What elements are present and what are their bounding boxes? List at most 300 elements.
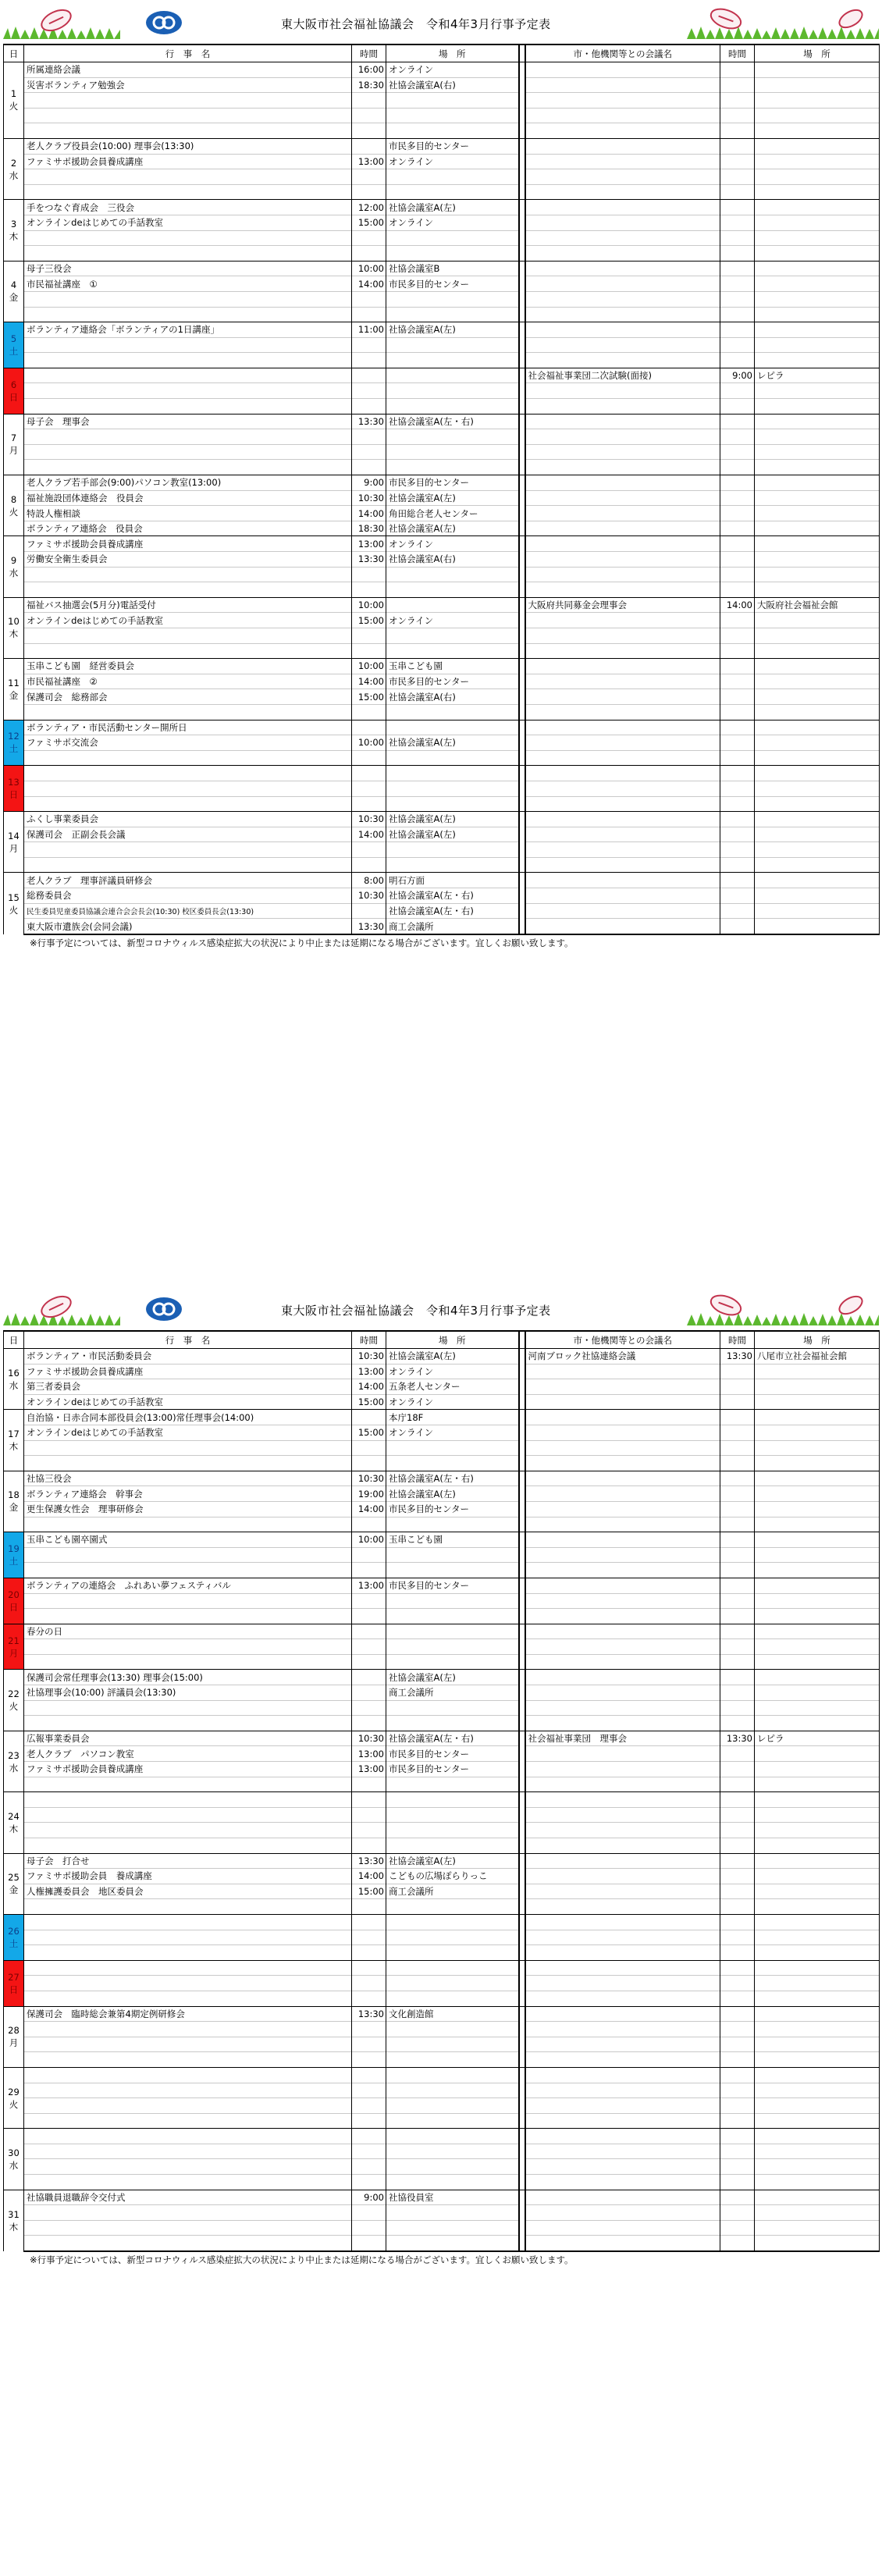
external-event-name — [525, 873, 720, 888]
column-gap — [519, 628, 525, 643]
event-place — [386, 1716, 519, 1731]
column-gap — [519, 781, 525, 796]
external-event-name — [525, 2205, 720, 2221]
weekday-label: 木 — [9, 231, 19, 243]
external-event-name: 大阪府共同募金会理事会 — [525, 597, 720, 613]
event-place: 社協会議室A(左・右) — [386, 414, 519, 429]
external-event-name — [525, 720, 720, 735]
external-event-place — [755, 1578, 880, 1593]
event-name — [24, 1716, 352, 1731]
table-row — [4, 597, 880, 613]
day-number: 25 — [8, 1872, 20, 1884]
table-row — [4, 1716, 880, 1731]
table-row — [4, 460, 880, 475]
table-row — [4, 1639, 880, 1655]
day-number: 3 — [10, 219, 17, 230]
event-place — [386, 169, 519, 185]
weekday-label: 月 — [9, 445, 19, 457]
event-time — [352, 1914, 386, 1930]
day-number: 31 — [8, 2208, 20, 2220]
external-event-name — [525, 1501, 720, 1517]
weekday-label: 金 — [9, 292, 19, 304]
column-header-ext-place: 場 所 — [755, 44, 880, 62]
external-event-time: 9:00 — [720, 368, 755, 383]
external-event-time — [720, 475, 755, 491]
event-time — [352, 1792, 386, 1808]
event-time: 13:30 — [352, 2006, 386, 2022]
external-event-time — [720, 2083, 755, 2098]
day-number: 16 — [8, 1367, 20, 1379]
column-gap — [519, 108, 525, 123]
event-time: 10:30 — [352, 812, 386, 827]
external-event-time — [720, 582, 755, 598]
table-row — [4, 827, 880, 842]
table-row — [4, 1807, 880, 1823]
rugby-ball-icon — [3, 1291, 120, 1325]
day-cell — [4, 475, 24, 536]
event-place: 社協会議室A(左・右) — [386, 903, 519, 919]
column-gap — [519, 919, 525, 934]
event-place — [386, 750, 519, 766]
external-event-name — [525, 1532, 720, 1548]
external-event-time — [720, 812, 755, 827]
day-number: 18 — [8, 1489, 20, 1501]
external-event-time — [720, 62, 755, 78]
external-event-place — [755, 169, 880, 185]
event-name — [24, 337, 352, 353]
external-event-place — [755, 490, 880, 506]
weekday-label: 金 — [9, 689, 19, 701]
external-event-time — [720, 399, 755, 415]
day-number: 4 — [10, 279, 17, 291]
event-time — [352, 399, 386, 415]
table-row — [4, 735, 880, 751]
event-place — [386, 796, 519, 812]
external-event-time — [720, 613, 755, 628]
event-time — [352, 2052, 386, 2068]
event-time: 14:00 — [352, 506, 386, 521]
column-gap — [519, 582, 525, 598]
event-name — [24, 108, 352, 123]
event-name: 老人クラブ パソコン教室 — [24, 1746, 352, 1762]
external-event-place — [755, 1425, 880, 1440]
event-time — [352, 903, 386, 919]
event-place — [386, 1517, 519, 1532]
event-place: オンライン — [386, 62, 519, 78]
sheet-header — [0, 0, 882, 44]
external-event-name — [525, 842, 720, 858]
day-cell — [4, 138, 24, 199]
column-gap — [519, 2159, 525, 2175]
external-event-place — [755, 383, 880, 399]
table-row — [4, 704, 880, 720]
day-number: 26 — [8, 1925, 20, 1937]
event-place — [386, 704, 519, 720]
column-gap — [519, 184, 525, 200]
external-event-time — [720, 1593, 755, 1609]
day-number: 5 — [10, 333, 17, 344]
external-event-time — [720, 1716, 755, 1731]
event-place: 市民多目的センター — [386, 674, 519, 689]
external-event-name — [525, 1792, 720, 1808]
external-event-time: 13:30 — [720, 1349, 755, 1364]
external-event-time — [720, 781, 755, 796]
column-gap — [519, 44, 525, 62]
event-name — [24, 750, 352, 766]
event-name: 特設人権相談 — [24, 506, 352, 521]
external-event-name — [525, 1777, 720, 1792]
external-event-name: 社会福祉事業団二次試験(面接) — [525, 368, 720, 383]
external-event-name — [525, 704, 720, 720]
external-event-time — [720, 1807, 755, 1823]
table-row — [4, 1364, 880, 1379]
table-row — [4, 796, 880, 812]
external-event-time — [720, 1869, 755, 1884]
event-name — [24, 399, 352, 415]
event-name — [24, 230, 352, 246]
event-place — [386, 1960, 519, 1976]
event-name: 民生委員児童委員協議会連合会会長会(10:30) 校区委員長会(13:30) — [24, 903, 352, 919]
event-name — [24, 2113, 352, 2129]
table-row — [4, 2022, 880, 2037]
event-name: オンラインdeはじめての手話教室 — [24, 1394, 352, 1410]
event-time: 10:30 — [352, 888, 386, 904]
external-event-name — [525, 2159, 720, 2175]
event-name — [24, 1823, 352, 1838]
event-time: 15:00 — [352, 1425, 386, 1440]
event-name — [24, 781, 352, 796]
external-event-place — [755, 1563, 880, 1578]
external-event-place — [755, 1746, 880, 1762]
weekday-label: 水 — [9, 1379, 19, 1391]
external-event-time — [720, 1379, 755, 1395]
external-event-place — [755, 1501, 880, 1517]
event-name: ファミサポ交流会 — [24, 735, 352, 751]
column-gap — [519, 1869, 525, 1884]
external-event-place — [755, 1609, 880, 1624]
external-event-place — [755, 735, 880, 751]
column-gap — [519, 1425, 525, 1440]
event-name — [24, 429, 352, 445]
event-time — [352, 2220, 386, 2236]
day-number: 19 — [8, 1543, 20, 1555]
external-event-place — [755, 613, 880, 628]
event-place: 社協会議室A(左・右) — [386, 888, 519, 904]
external-event-name — [525, 735, 720, 751]
event-time — [352, 2067, 386, 2083]
table-row — [4, 246, 880, 262]
table-row — [4, 1471, 880, 1486]
column-gap — [519, 766, 525, 781]
event-place — [386, 2205, 519, 2221]
event-time: 16:00 — [352, 62, 386, 78]
table-row — [4, 2220, 880, 2236]
column-gap — [519, 1762, 525, 1777]
day-cell — [4, 1624, 24, 1670]
external-event-place — [755, 337, 880, 353]
event-time: 8:00 — [352, 873, 386, 888]
column-gap — [519, 1349, 525, 1364]
event-time — [352, 750, 386, 766]
event-time — [352, 1456, 386, 1471]
external-event-name — [525, 1654, 720, 1670]
table-row — [4, 552, 880, 568]
external-event-time — [720, 1991, 755, 2006]
external-event-name — [525, 1746, 720, 1762]
table-row — [4, 1823, 880, 1838]
event-name — [24, 842, 352, 858]
table-row — [4, 1486, 880, 1502]
event-place — [386, 291, 519, 307]
event-place: 社協会議室A(左) — [386, 827, 519, 842]
column-gap — [519, 1578, 525, 1593]
event-place — [386, 246, 519, 262]
external-event-name — [525, 1593, 720, 1609]
event-place: 商工会議所 — [386, 1685, 519, 1701]
external-event-name — [525, 781, 720, 796]
event-time — [352, 2037, 386, 2052]
table-row — [4, 812, 880, 827]
column-gap — [519, 812, 525, 827]
column-gap — [519, 2067, 525, 2083]
weekday-label: 水 — [9, 2159, 19, 2171]
external-event-name — [525, 1547, 720, 1563]
external-event-place — [755, 200, 880, 215]
event-time: 15:00 — [352, 613, 386, 628]
column-gap — [519, 2098, 525, 2114]
day-cell — [4, 1578, 24, 1624]
column-header-place: 場 所 — [386, 44, 519, 62]
table-row — [4, 2098, 880, 2114]
external-event-place — [755, 521, 880, 536]
event-name — [24, 2037, 352, 2052]
event-place — [386, 643, 519, 659]
external-event-time — [720, 2006, 755, 2022]
table-row — [4, 781, 880, 796]
external-event-place — [755, 2098, 880, 2114]
event-name: 老人クラブ役員会(10:00) 理事会(13:30) — [24, 138, 352, 154]
external-event-place — [755, 750, 880, 766]
column-gap — [519, 93, 525, 109]
external-event-time — [720, 1532, 755, 1548]
table-row — [4, 2175, 880, 2190]
column-gap — [519, 490, 525, 506]
event-place: オンライン — [386, 215, 519, 230]
event-time — [352, 704, 386, 720]
external-event-time — [720, 1394, 755, 1410]
external-event-name — [525, 1700, 720, 1716]
event-place — [386, 2175, 519, 2190]
external-event-place — [755, 1930, 880, 1945]
external-event-name — [525, 1486, 720, 1502]
event-place: オンライン — [386, 1394, 519, 1410]
event-place — [386, 2037, 519, 2052]
weekday-label: 土 — [9, 1937, 19, 1949]
weekday-label: 日 — [9, 391, 19, 403]
external-event-time — [720, 1853, 755, 1869]
table-row — [4, 1379, 880, 1395]
event-place — [386, 720, 519, 735]
event-time — [352, 184, 386, 200]
external-event-place — [755, 1532, 880, 1548]
external-event-time — [720, 1884, 755, 1899]
event-name: 第三者委員会 — [24, 1379, 352, 1395]
event-place — [386, 1700, 519, 1716]
event-place — [386, 368, 519, 383]
event-time — [352, 123, 386, 139]
external-event-place — [755, 1838, 880, 1854]
weekday-label: 水 — [9, 1762, 19, 1774]
event-time — [352, 567, 386, 582]
column-gap — [519, 888, 525, 904]
external-event-name — [525, 1410, 720, 1425]
event-name — [24, 184, 352, 200]
table-row — [4, 2067, 880, 2083]
external-event-time — [720, 291, 755, 307]
column-gap — [519, 200, 525, 215]
event-name: ふくし事業委員会 — [24, 812, 352, 827]
external-event-time — [720, 1624, 755, 1639]
weekday-label: 火 — [9, 101, 19, 112]
table-row — [4, 842, 880, 858]
day-cell — [4, 1914, 24, 1960]
external-event-time — [720, 1609, 755, 1624]
weekday-label: 木 — [9, 2221, 19, 2233]
column-gap — [519, 1700, 525, 1716]
external-event-name — [525, 674, 720, 689]
external-event-place — [755, 2205, 880, 2221]
external-event-time — [720, 873, 755, 888]
external-event-place — [755, 2129, 880, 2144]
external-event-name — [525, 1716, 720, 1731]
column-gap — [519, 429, 525, 445]
event-place: 社協会議室B — [386, 261, 519, 276]
table-row — [4, 2006, 880, 2022]
external-event-name — [525, 399, 720, 415]
external-event-name — [525, 796, 720, 812]
external-event-time — [720, 322, 755, 338]
event-name: オンラインdeはじめての手話教室 — [24, 613, 352, 628]
event-name — [24, 1440, 352, 1456]
external-event-time — [720, 659, 755, 674]
column-gap — [519, 1914, 525, 1930]
event-place — [386, 1914, 519, 1930]
external-event-time — [720, 1471, 755, 1486]
event-place — [386, 307, 519, 322]
external-event-name — [525, 1823, 720, 1838]
external-event-place — [755, 1899, 880, 1915]
event-name: 人権擁護委員会 地区委員会 — [24, 1884, 352, 1899]
event-name: 社協理事会(10:00) 評議員会(13:30) — [24, 1685, 352, 1701]
external-event-time — [720, 1792, 755, 1808]
external-event-name — [525, 123, 720, 139]
external-event-time — [720, 2098, 755, 2114]
external-event-time — [720, 1670, 755, 1685]
sheet-header — [0, 1286, 882, 1330]
external-event-name — [525, 490, 720, 506]
day-number: 6 — [10, 379, 17, 390]
event-time — [352, 353, 386, 368]
organization-logo-icon — [144, 9, 183, 36]
external-event-name — [525, 2144, 720, 2159]
day-number: 30 — [8, 2147, 20, 2158]
table-row — [4, 475, 880, 491]
external-event-place — [755, 2113, 880, 2129]
column-gap — [519, 1547, 525, 1563]
event-place: 角田総合老人センター — [386, 506, 519, 521]
event-name — [24, 2067, 352, 2083]
rugby-ball-icon — [687, 1291, 879, 1325]
day-number: 20 — [8, 1589, 20, 1600]
event-name — [24, 2022, 352, 2037]
external-event-place — [755, 276, 880, 292]
event-time: 12:00 — [352, 200, 386, 215]
table-row — [4, 1578, 880, 1593]
external-event-time — [720, 2022, 755, 2037]
event-name: 福祉バス抽選会(5月分)電話受付 — [24, 597, 352, 613]
event-place: オンライン — [386, 154, 519, 169]
table-row — [4, 2113, 880, 2129]
external-event-name — [525, 1456, 720, 1471]
external-event-place — [755, 1685, 880, 1701]
column-gap — [519, 1486, 525, 1502]
column-gap — [519, 123, 525, 139]
column-header-ext-time: 時間 — [720, 44, 755, 62]
day-number: 11 — [8, 677, 20, 688]
event-name — [24, 169, 352, 185]
day-number: 24 — [8, 1810, 20, 1822]
external-event-name — [525, 1762, 720, 1777]
event-place: オンライン — [386, 613, 519, 628]
event-time — [352, 842, 386, 858]
event-place — [386, 1593, 519, 1609]
schedule-table — [3, 44, 880, 935]
day-number: 2 — [10, 157, 17, 169]
column-gap — [519, 1593, 525, 1609]
event-time — [352, 2205, 386, 2221]
event-time — [352, 1823, 386, 1838]
column-gap — [519, 1624, 525, 1639]
table-row — [4, 521, 880, 536]
day-number: 14 — [8, 830, 20, 841]
schedule-table — [3, 1330, 880, 2252]
notice-text: ※行事予定については、新型コロナウィルス感染症拡大の状況により中止または延期になる場合がございます。宜しくお願い致します。 — [30, 937, 574, 948]
event-name: 母子会 打合せ — [24, 1853, 352, 1869]
weekday-label: 土 — [9, 1556, 19, 1567]
weekday-label: 木 — [9, 1441, 19, 1453]
external-event-time — [720, 337, 755, 353]
external-event-name — [525, 261, 720, 276]
event-time — [352, 1976, 386, 1991]
event-place: 社協会議室A(左) — [386, 1670, 519, 1685]
external-event-place — [755, 1777, 880, 1792]
column-header-event: 行 事 名 — [24, 1331, 352, 1349]
table-row — [4, 123, 880, 139]
column-gap — [519, 1670, 525, 1685]
event-place: オンライン — [386, 1425, 519, 1440]
event-name — [24, 444, 352, 460]
event-name — [24, 2175, 352, 2190]
event-time: 18:30 — [352, 77, 386, 93]
external-event-place — [755, 781, 880, 796]
event-place: 社協会議室A(左) — [386, 812, 519, 827]
external-event-time — [720, 2175, 755, 2190]
day-cell — [4, 1349, 24, 1410]
external-event-name — [525, 2067, 720, 2083]
event-name: 市民福祉講座 ② — [24, 674, 352, 689]
event-name — [24, 628, 352, 643]
external-event-time — [720, 1777, 755, 1792]
